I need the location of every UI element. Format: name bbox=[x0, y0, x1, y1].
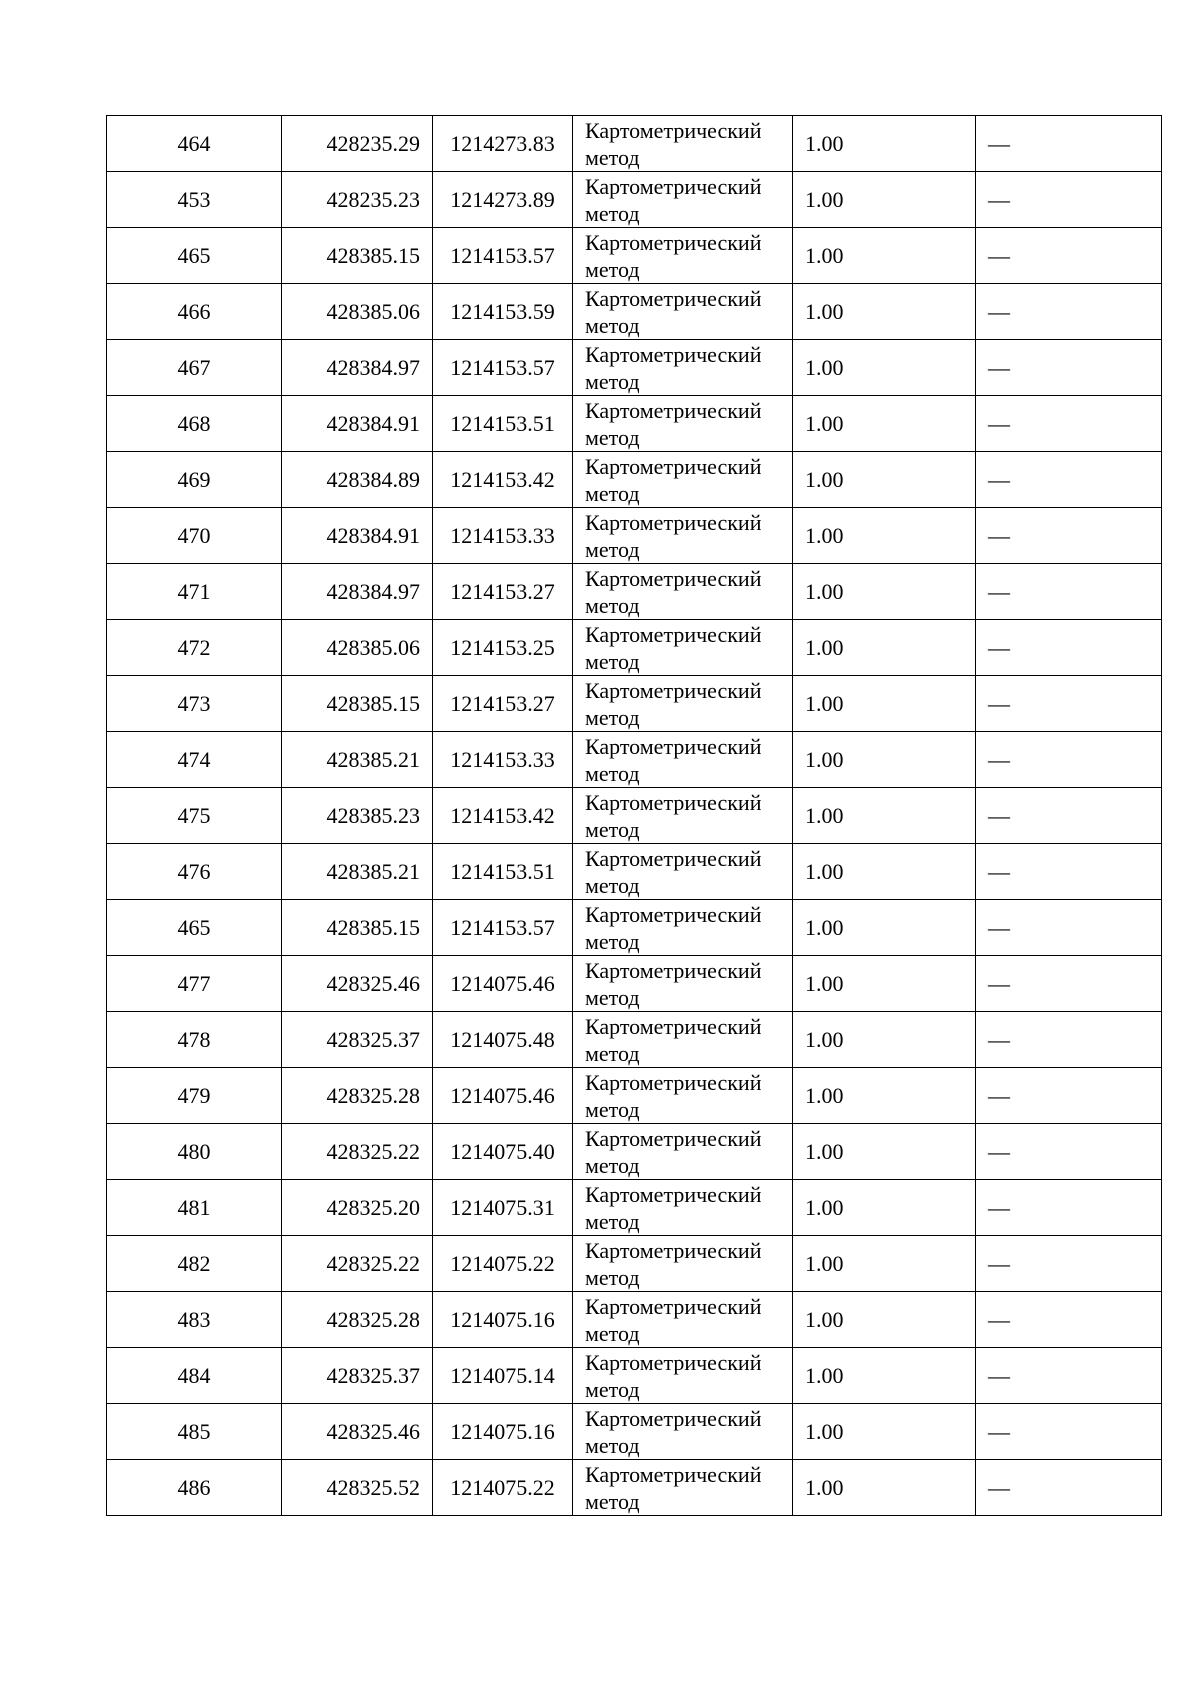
note-cell: — bbox=[976, 1068, 1162, 1124]
table-row bbox=[107, 508, 1162, 564]
table-row bbox=[107, 732, 1162, 788]
table-row bbox=[107, 172, 1162, 228]
x-coordinate-cell: 428325.28 bbox=[282, 1068, 433, 1124]
note-cell: — bbox=[976, 676, 1162, 732]
accuracy-cell: 1.00 bbox=[793, 676, 976, 732]
coordinates-table-body bbox=[107, 116, 1162, 1516]
accuracy-cell: 1.00 bbox=[793, 788, 976, 844]
point-number-cell: 470 bbox=[107, 508, 282, 564]
y-coordinate-cell: 1214075.48 bbox=[433, 1012, 573, 1068]
accuracy-cell: 1.00 bbox=[793, 956, 976, 1012]
method-text-line2: метод bbox=[585, 256, 640, 282]
method-text-line2: метод bbox=[585, 424, 640, 450]
table-row bbox=[107, 396, 1162, 452]
point-number-cell: 469 bbox=[107, 452, 282, 508]
table-row bbox=[107, 1180, 1162, 1236]
y-coordinate-cell: 1214153.27 bbox=[433, 676, 573, 732]
method-text-line2: метод bbox=[585, 1376, 640, 1402]
x-coordinate-cell: 428325.22 bbox=[282, 1236, 433, 1292]
method-text-line2: метод bbox=[585, 200, 640, 226]
accuracy-cell: 1.00 bbox=[793, 172, 976, 228]
point-number-cell: 471 bbox=[107, 564, 282, 620]
method-text-line2: метод bbox=[585, 1208, 640, 1234]
point-number-cell: 467 bbox=[107, 340, 282, 396]
point-number-cell: 486 bbox=[107, 1460, 282, 1516]
method-cell bbox=[573, 900, 793, 956]
method-text-line1: Картометрический bbox=[585, 621, 762, 647]
table-row bbox=[107, 844, 1162, 900]
y-coordinate-cell: 1214075.31 bbox=[433, 1180, 573, 1236]
x-coordinate-cell: 428385.21 bbox=[282, 732, 433, 788]
method-cell bbox=[573, 1236, 793, 1292]
accuracy-cell: 1.00 bbox=[793, 1236, 976, 1292]
y-coordinate-cell: 1214075.16 bbox=[433, 1404, 573, 1460]
method-text-line2: метод bbox=[585, 1096, 640, 1122]
accuracy-cell: 1.00 bbox=[793, 1348, 976, 1404]
note-cell: — bbox=[976, 732, 1162, 788]
point-number-cell: 482 bbox=[107, 1236, 282, 1292]
method-text-line1: Картометрический bbox=[585, 509, 762, 535]
table-row bbox=[107, 228, 1162, 284]
method-text-line2: метод bbox=[585, 1152, 640, 1178]
method-text-line1: Картометрический bbox=[585, 1461, 762, 1487]
accuracy-cell: 1.00 bbox=[793, 228, 976, 284]
method-text-line2: метод bbox=[585, 536, 640, 562]
table-row bbox=[107, 1068, 1162, 1124]
y-coordinate-cell: 1214153.25 bbox=[433, 620, 573, 676]
point-number-cell: 477 bbox=[107, 956, 282, 1012]
point-number-cell: 484 bbox=[107, 1348, 282, 1404]
table-row bbox=[107, 676, 1162, 732]
method-text-line1: Картометрический bbox=[585, 845, 762, 871]
method-cell bbox=[573, 788, 793, 844]
x-coordinate-cell: 428385.15 bbox=[282, 228, 433, 284]
x-coordinate-cell: 428325.28 bbox=[282, 1292, 433, 1348]
method-text-line2: метод bbox=[585, 312, 640, 338]
accuracy-cell: 1.00 bbox=[793, 1180, 976, 1236]
method-cell bbox=[573, 1124, 793, 1180]
method-text-line1: Картометрический bbox=[585, 789, 762, 815]
x-coordinate-cell: 428385.21 bbox=[282, 844, 433, 900]
x-coordinate-cell: 428384.91 bbox=[282, 396, 433, 452]
table-row bbox=[107, 1404, 1162, 1460]
note-cell: — bbox=[976, 228, 1162, 284]
note-cell: — bbox=[976, 1460, 1162, 1516]
y-coordinate-cell: 1214153.57 bbox=[433, 340, 573, 396]
y-coordinate-cell: 1214273.89 bbox=[433, 172, 573, 228]
note-cell: — bbox=[976, 1236, 1162, 1292]
method-text-line1: Картометрический bbox=[585, 173, 762, 199]
method-cell bbox=[573, 452, 793, 508]
method-text-line2: метод bbox=[585, 1488, 640, 1514]
method-text-line2: метод bbox=[585, 984, 640, 1010]
y-coordinate-cell: 1214075.40 bbox=[433, 1124, 573, 1180]
method-text-line1: Картометрический bbox=[585, 1405, 762, 1431]
point-number-cell: 483 bbox=[107, 1292, 282, 1348]
table-row bbox=[107, 900, 1162, 956]
method-cell bbox=[573, 340, 793, 396]
point-number-cell: 472 bbox=[107, 620, 282, 676]
point-number-cell: 465 bbox=[107, 900, 282, 956]
point-number-cell: 478 bbox=[107, 1012, 282, 1068]
x-coordinate-cell: 428385.15 bbox=[282, 900, 433, 956]
x-coordinate-cell: 428325.22 bbox=[282, 1124, 433, 1180]
method-text-line1: Картометрический bbox=[585, 1237, 762, 1263]
point-number-cell: 466 bbox=[107, 284, 282, 340]
point-number-cell: 475 bbox=[107, 788, 282, 844]
x-coordinate-cell: 428385.15 bbox=[282, 676, 433, 732]
table-row bbox=[107, 116, 1162, 172]
x-coordinate-cell: 428325.46 bbox=[282, 1404, 433, 1460]
method-cell bbox=[573, 620, 793, 676]
y-coordinate-cell: 1214075.22 bbox=[433, 1460, 573, 1516]
y-coordinate-cell: 1214153.27 bbox=[433, 564, 573, 620]
method-text-line2: метод bbox=[585, 928, 640, 954]
note-cell: — bbox=[976, 508, 1162, 564]
point-number-cell: 480 bbox=[107, 1124, 282, 1180]
accuracy-cell: 1.00 bbox=[793, 1068, 976, 1124]
accuracy-cell: 1.00 bbox=[793, 1124, 976, 1180]
point-number-cell: 464 bbox=[107, 116, 282, 172]
x-coordinate-cell: 428235.23 bbox=[282, 172, 433, 228]
table-row bbox=[107, 1460, 1162, 1516]
method-text-line1: Картометрический bbox=[585, 733, 762, 759]
note-cell: — bbox=[976, 1292, 1162, 1348]
method-text-line2: метод bbox=[585, 480, 640, 506]
method-cell bbox=[573, 732, 793, 788]
y-coordinate-cell: 1214075.46 bbox=[433, 1068, 573, 1124]
method-cell bbox=[573, 172, 793, 228]
method-text-line1: Картометрический bbox=[585, 117, 762, 143]
y-coordinate-cell: 1214273.83 bbox=[433, 116, 573, 172]
method-cell bbox=[573, 676, 793, 732]
accuracy-cell: 1.00 bbox=[793, 900, 976, 956]
note-cell: — bbox=[976, 340, 1162, 396]
table-row bbox=[107, 340, 1162, 396]
note-cell: — bbox=[976, 620, 1162, 676]
method-text-line2: метод bbox=[585, 1264, 640, 1290]
table-row bbox=[107, 1012, 1162, 1068]
method-cell bbox=[573, 1012, 793, 1068]
y-coordinate-cell: 1214153.51 bbox=[433, 844, 573, 900]
y-coordinate-cell: 1214153.59 bbox=[433, 284, 573, 340]
table-row bbox=[107, 620, 1162, 676]
method-text-line1: Картометрический bbox=[585, 397, 762, 423]
x-coordinate-cell: 428384.89 bbox=[282, 452, 433, 508]
method-text-line2: метод bbox=[585, 872, 640, 898]
accuracy-cell: 1.00 bbox=[793, 452, 976, 508]
method-text-line1: Картометрический bbox=[585, 1181, 762, 1207]
accuracy-cell: 1.00 bbox=[793, 1012, 976, 1068]
table-row bbox=[107, 1236, 1162, 1292]
y-coordinate-cell: 1214153.42 bbox=[433, 788, 573, 844]
method-text-line1: Картометрический bbox=[585, 1349, 762, 1375]
accuracy-cell: 1.00 bbox=[793, 1404, 976, 1460]
x-coordinate-cell: 428325.20 bbox=[282, 1180, 433, 1236]
point-number-cell: 468 bbox=[107, 396, 282, 452]
method-text-line1: Картометрический bbox=[585, 285, 762, 311]
accuracy-cell: 1.00 bbox=[793, 116, 976, 172]
note-cell: — bbox=[976, 1012, 1162, 1068]
method-cell bbox=[573, 1348, 793, 1404]
method-cell bbox=[573, 1404, 793, 1460]
note-cell: — bbox=[976, 1348, 1162, 1404]
x-coordinate-cell: 428325.37 bbox=[282, 1012, 433, 1068]
note-cell: — bbox=[976, 788, 1162, 844]
note-cell: — bbox=[976, 844, 1162, 900]
table-row bbox=[107, 1124, 1162, 1180]
accuracy-cell: 1.00 bbox=[793, 620, 976, 676]
method-text-line1: Картометрический bbox=[585, 453, 762, 479]
accuracy-cell: 1.00 bbox=[793, 396, 976, 452]
accuracy-cell: 1.00 bbox=[793, 1292, 976, 1348]
point-number-cell: 474 bbox=[107, 732, 282, 788]
point-number-cell: 453 bbox=[107, 172, 282, 228]
table-row bbox=[107, 564, 1162, 620]
method-cell bbox=[573, 228, 793, 284]
method-cell bbox=[573, 1068, 793, 1124]
table-row bbox=[107, 452, 1162, 508]
accuracy-cell: 1.00 bbox=[793, 340, 976, 396]
method-cell bbox=[573, 1180, 793, 1236]
method-text-line2: метод bbox=[585, 648, 640, 674]
table-row bbox=[107, 1292, 1162, 1348]
point-number-cell: 485 bbox=[107, 1404, 282, 1460]
x-coordinate-cell: 428385.06 bbox=[282, 620, 433, 676]
table-row bbox=[107, 956, 1162, 1012]
y-coordinate-cell: 1214153.33 bbox=[433, 508, 573, 564]
method-text-line1: Картометрический bbox=[585, 957, 762, 983]
method-text-line2: метод bbox=[585, 760, 640, 786]
note-cell: — bbox=[976, 172, 1162, 228]
y-coordinate-cell: 1214153.51 bbox=[433, 396, 573, 452]
method-text-line2: метод bbox=[585, 704, 640, 730]
method-text-line2: метод bbox=[585, 368, 640, 394]
method-cell bbox=[573, 844, 793, 900]
note-cell: — bbox=[976, 900, 1162, 956]
note-cell: — bbox=[976, 452, 1162, 508]
x-coordinate-cell: 428385.23 bbox=[282, 788, 433, 844]
method-text-line1: Картометрический bbox=[585, 1293, 762, 1319]
table-row bbox=[107, 1348, 1162, 1404]
x-coordinate-cell: 428384.97 bbox=[282, 340, 433, 396]
note-cell: — bbox=[976, 1404, 1162, 1460]
y-coordinate-cell: 1214153.33 bbox=[433, 732, 573, 788]
x-coordinate-cell: 428325.52 bbox=[282, 1460, 433, 1516]
y-coordinate-cell: 1214153.57 bbox=[433, 900, 573, 956]
method-text-line2: метод bbox=[585, 1320, 640, 1346]
point-number-cell: 481 bbox=[107, 1180, 282, 1236]
accuracy-cell: 1.00 bbox=[793, 1460, 976, 1516]
method-text-line2: метод bbox=[585, 144, 640, 170]
y-coordinate-cell: 1214075.46 bbox=[433, 956, 573, 1012]
method-cell bbox=[573, 116, 793, 172]
note-cell: — bbox=[976, 1180, 1162, 1236]
method-text-line1: Картометрический bbox=[585, 341, 762, 367]
point-number-cell: 473 bbox=[107, 676, 282, 732]
x-coordinate-cell: 428385.06 bbox=[282, 284, 433, 340]
accuracy-cell: 1.00 bbox=[793, 284, 976, 340]
note-cell: — bbox=[976, 116, 1162, 172]
table-row bbox=[107, 284, 1162, 340]
y-coordinate-cell: 1214153.42 bbox=[433, 452, 573, 508]
note-cell: — bbox=[976, 1124, 1162, 1180]
point-number-cell: 476 bbox=[107, 844, 282, 900]
table-row bbox=[107, 788, 1162, 844]
note-cell: — bbox=[976, 396, 1162, 452]
method-text-line1: Картометрический bbox=[585, 229, 762, 255]
method-text-line1: Картометрический bbox=[585, 1013, 762, 1039]
method-cell bbox=[573, 284, 793, 340]
x-coordinate-cell: 428235.29 bbox=[282, 116, 433, 172]
method-cell bbox=[573, 508, 793, 564]
x-coordinate-cell: 428384.97 bbox=[282, 564, 433, 620]
y-coordinate-cell: 1214153.57 bbox=[433, 228, 573, 284]
method-text-line1: Картометрический bbox=[585, 565, 762, 591]
x-coordinate-cell: 428384.91 bbox=[282, 508, 433, 564]
y-coordinate-cell: 1214075.16 bbox=[433, 1292, 573, 1348]
method-text-line2: метод bbox=[585, 1040, 640, 1066]
note-cell: — bbox=[976, 284, 1162, 340]
method-text-line1: Картометрический bbox=[585, 901, 762, 927]
accuracy-cell: 1.00 bbox=[793, 564, 976, 620]
coordinates-table bbox=[106, 115, 1162, 1516]
accuracy-cell: 1.00 bbox=[793, 508, 976, 564]
method-cell bbox=[573, 1460, 793, 1516]
method-text-line1: Картометрический bbox=[585, 1125, 762, 1151]
y-coordinate-cell: 1214075.22 bbox=[433, 1236, 573, 1292]
note-cell: — bbox=[976, 564, 1162, 620]
y-coordinate-cell: 1214075.14 bbox=[433, 1348, 573, 1404]
method-cell bbox=[573, 956, 793, 1012]
note-cell: — bbox=[976, 956, 1162, 1012]
method-text-line2: метод bbox=[585, 816, 640, 842]
x-coordinate-cell: 428325.37 bbox=[282, 1348, 433, 1404]
point-number-cell: 465 bbox=[107, 228, 282, 284]
accuracy-cell: 1.00 bbox=[793, 732, 976, 788]
accuracy-cell: 1.00 bbox=[793, 844, 976, 900]
method-cell bbox=[573, 564, 793, 620]
x-coordinate-cell: 428325.46 bbox=[282, 956, 433, 1012]
method-text-line1: Картометрический bbox=[585, 1069, 762, 1095]
method-cell bbox=[573, 1292, 793, 1348]
method-text-line2: метод bbox=[585, 592, 640, 618]
method-cell bbox=[573, 396, 793, 452]
method-text-line2: метод bbox=[585, 1432, 640, 1458]
point-number-cell: 479 bbox=[107, 1068, 282, 1124]
method-text-line1: Картометрический bbox=[585, 677, 762, 703]
